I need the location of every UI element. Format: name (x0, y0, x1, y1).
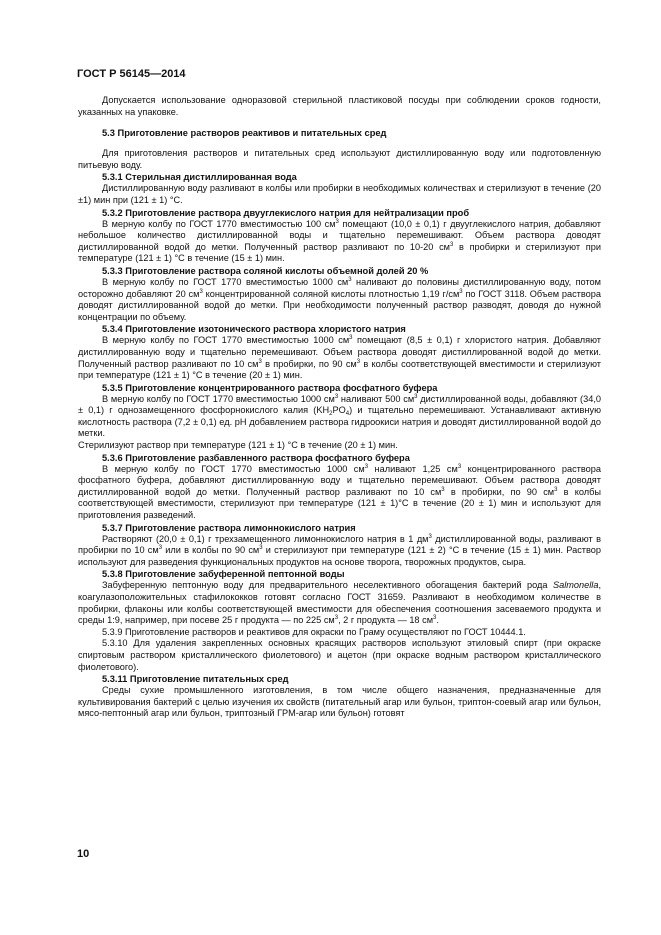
paragraph-5-3-2: В мерную колбу по ГОСТ 1770 вместимостью 100 $см^3$ помещают (10,0 ± 0,1) г двууглекислого натрия, добавляют небольшое количество дистиллированной воды и тщательно перемешивают. Объем раствора доводят дистиллированной водой до метки. Полученный раствор разливают по 10-20 $см^3$ в пробирки и стерилизуют при температуре (121 ± 1) °С в течение (15 ± 1) мин. (78, 218, 601, 264)
section-heading-5-3-7: 5.3.7 Приготовление раствора лимоннокислого натрия (102, 522, 356, 533)
paragraph-5-3-9: 5.3.9 Приготовление растворов и реактивов для окраски по Граму осуществляют по ГОСТ 10444.1. (102, 626, 526, 637)
paragraph-5-3-5-sterilize: Стерилизуют раствор при температуре (121 ± 1) °С в течение (20 ± 1) мин. (78, 440, 398, 451)
paragraph-5-3-10: 5.3.10 Для удаления закрепленных основных красящих растворов используют этиловый спирт (при окраске спиртовым раствором кристаллического фиолетового) и ацетон (при окраске водным раствором кристаллического фиолетового). (78, 638, 601, 672)
section-heading-5-3-1: 5.3.1 Стерильная дистиллированная вода (102, 172, 297, 183)
section-heading-5-3-6: 5.3.6 Приготовление разбавленного раствора фосфатного буфера (102, 452, 410, 463)
paragraph-5-3-6: В мерную колбу по ГОСТ 1770 вместимостью 1000 $см^3$ наливают 1,25 $см^3$ концентрированного раствора фосфатного буфера, добавляют дистиллированную воду и тщательно перемешивают. Объем раствора доводят дистиллированной водой до метки. Полученный раствор разливают по 10 $см^3$ в пробирки, по 90 $см^3$ в колбы соответствующей вместимости, стерилизуют при температуре (121 ± 1)°С в течение (20 ± 1) мин и используют для приготовления разведений. (78, 463, 601, 521)
paragraph-intro: Допускается использование одноразовой стерильной пластиковой посуды при соблюдении сроков годности, указанных на упаковке. (78, 95, 601, 117)
paragraph-5-3-5: В мерную колбу по ГОСТ 1770 вместимостью 1000 $см^3$ наливают 500 $см^3$ дистиллированной воды, добавляют (34,0 ± 0,1) г однозамещенного фосфорнокислого калия $(KH_2PO_4)$ и тщательно перемешивают. Устанавливают активную кислотность раствора (7,2 ± 0,1) ед. рН добавлением раствора гидроокиси натрия и доводят дистиллированной водой до метки. (78, 393, 601, 439)
section-heading-5-3-5: 5.3.5 Приготовление концентрированного раствора фосфатного буфера (102, 382, 438, 393)
paragraph-5-3-7: Растворяют (20,0 ± 0,1) г трехзамещенного лимоннокислого натрия в 1 $дм^3$ дистиллированной воды, разливают в пробирки по 10 $см^3$ или в колбы по 90 $см^3$ и стерилизуют при температуре (121 ± 2) °С в течение (15 ± 1) мин. Раствор используют для разведения функциональных продуктов на основе творога, творожных продуктов, сыра. (78, 533, 601, 567)
section-heading-5-3-11: 5.3.11 Приготовление питательных сред (102, 674, 289, 685)
section-heading-5-3-8: 5.3.8 Приготовление забуференной пептонной воды (102, 569, 345, 580)
document-header: ГОСТ Р 56145—2014 (77, 68, 186, 80)
paragraph-5-3-8: Забуференную пептонную воду для предварительного неселективного обогащения бактерий рода Salmonella, коагулазоположительных стафилококков готовят согласно ГОСТ 31659. Разливают в необходимом количестве в пробирки, флаконы или колбы соответствующей вместимости для обеспечения соотношения засеваемого продукта и среды 1:9, например, при посеве 25 г продукта — по 225 $см^3$, 2 г продукта — 18 $см^3$. (78, 580, 601, 626)
section-heading-5-3-4: 5.3.4 Приготовление изотонического раствора хлористого натрия (102, 324, 406, 335)
section-heading-5-3-2: 5.3.2 Приготовление раствора двууглекислого натрия для нейтрализации проб (102, 207, 470, 218)
paragraph-5-3: Для приготовления растворов и питательных сред используют дистиллированную воду или подготовленную питьевую воду. (78, 148, 601, 170)
paragraph-5-3-3: В мерную колбу по ГОСТ 1770 вместимостью 1000 $см^3$ наливают до половины дистиллированную воду, потом осторожно добавляют 20 $см^3$ концентрированной соляной кислоты плотностью 1,19 $г/см^3$ по ГОСТ 3118. Объем раствора доводят дистиллированной водой до метки. При необходимости полученный раствор разводят, доводя до нужной концентрации по объему. (78, 276, 601, 322)
paragraph-5-3-1: Дистиллированную воду разливают в колбы или пробирки в необходимых количествах и стерилизуют в течение (20 ±1) мин при (121 ± 1) °С. (78, 183, 601, 205)
page-number: 10 (77, 848, 90, 860)
section-heading-5-3: 5.3 Приготовление растворов реактивов и питательных сред (102, 128, 387, 139)
section-heading-5-3-3: 5.3.3 Приготовление раствора соляной кислоты объемной долей 20 % (102, 265, 429, 276)
paragraph-5-3-4: В мерную колбу по ГОСТ 1770 вместимостью 1000 $см^3$ помещают (8,5 ± 0,1) г хлористого натрия. Добавляют дистиллированную воду и тщательно перемешивают. Объем раствора доводят дистиллированной водой до метки. Полученный раствор разливают по 10 $см^3$ в пробирки, по 90 $см^3$ в колбы соответствующей вместимости и стерилизуют при температуре (121 ± 1) °С в течение (20 ± 1) мин. (78, 335, 601, 381)
paragraph-5-3-11: Среды сухие промышленного изготовления, в том числе общего назначения, предназначенные для культивирования бактерий с целью изучения их свойств (питательный агар или бульон, триптон-соевый агар или бульон, мясо-пептонный агар или бульон, триптозный ГРМ-агар или бульон) готовят (78, 685, 601, 719)
document-body (78, 95, 601, 720)
